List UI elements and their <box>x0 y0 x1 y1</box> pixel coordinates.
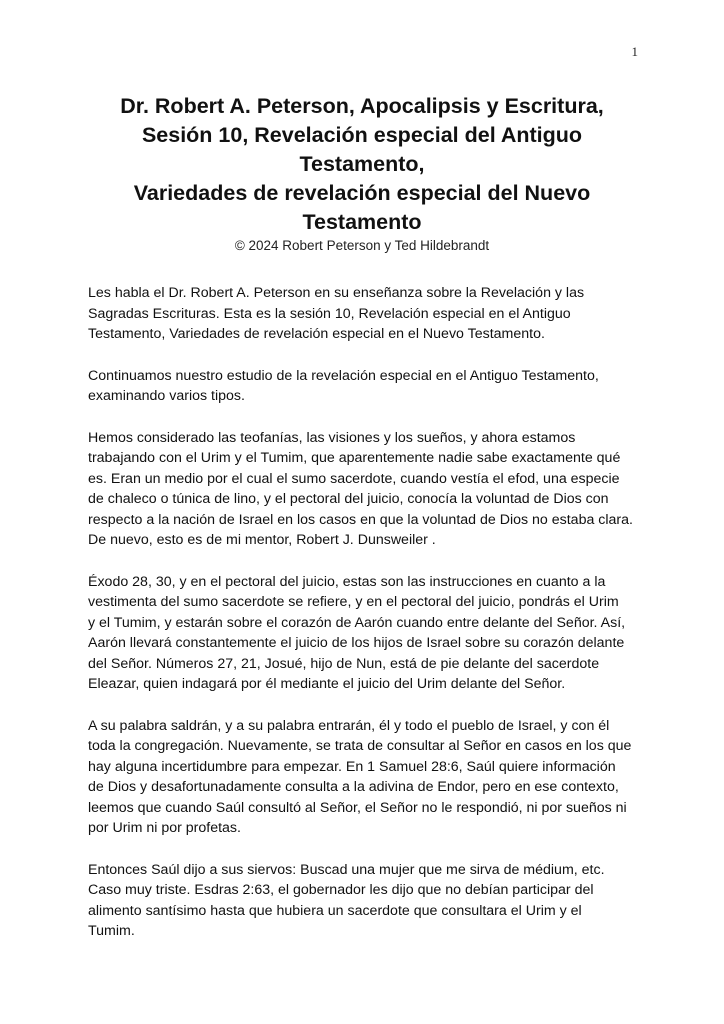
text-line: del Señor. Números 27, 21, Josué, hijo de Nun, está de pie delante del sacerdote <box>88 655 600 672</box>
text-line: Testamento, Variedades de revelación especial en el Nuevo Testamento. <box>88 326 545 342</box>
paragraph <box>88 860 648 942</box>
text-line: de Dios y desafortunadamente consulta a la adivina de Endor, pero en ese contexto, <box>88 779 619 795</box>
text-line: Hemos considerado las teofanías, las visiones y los sueños, y ahora estamos <box>88 429 576 446</box>
text-line: alimento santísimo hasta que hubiera un sacerdote que consultara el Urim y el <box>88 902 582 919</box>
text-line: Caso muy triste. Esdras 2:63, el gobernador les dijo que no debían participar del <box>88 882 594 898</box>
text-line: toda la congregación. Nuevamente, se trata de consultar al Señor en casos en los que <box>88 738 632 754</box>
text-line: examinando varios tipos. <box>88 388 245 404</box>
text-line: Continuamos nuestro estudio de la revelación especial en el Antiguo Testamento, <box>88 367 599 384</box>
text-line: y el Tumim, y estarán sobre el corazón de Aarón cuando entre delante del Señor. Así, <box>88 614 626 631</box>
text-line: respecto a la nación de Israel en los casos en que la voluntad de Dios no estaba clara. <box>88 511 633 528</box>
text-line: hay alguna incertidumbre para empezar. En 1 Samuel 28:6, Saúl quiere información <box>88 758 616 775</box>
text-line: Aarón llevará constantemente el juicio de los hijos de Israel sobre su corazón delante <box>88 635 625 651</box>
page-number: 1 <box>631 44 638 59</box>
paragraph <box>88 428 648 551</box>
text-line: A su palabra saldrán, y a su palabra entrarán, él y todo el pueblo de Israel, y con él <box>88 717 610 734</box>
title-line: Variedades de revelación especial del Nuevo <box>133 181 591 205</box>
text-line: De nuevo, esto es de mi mentor, Robert J. Dunsweiler . <box>88 532 436 548</box>
text-line: Éxodo 28, 30, y en el pectoral del juicio, estas son las instrucciones en cuanto a la <box>88 573 606 590</box>
text-line: Les habla el Dr. Robert A. Peterson en su enseñanza sobre la Revelación y las <box>88 285 585 301</box>
text-line: es. Eran un medio por el cual el sumo sacerdote, cuando vestía el efod, una especie <box>88 470 620 487</box>
text-line: por Urim ni por profetas. <box>88 820 241 836</box>
paragraph <box>88 366 648 407</box>
text-line: Sagradas Escrituras. Esta es la sesión 10, Revelación especial en el Antiguo <box>88 305 571 322</box>
body-text <box>88 283 648 963</box>
text-line: trabajando con el Urim y el Tumim, que aparentemente nadie sabe exactamente qué <box>88 450 621 466</box>
title-line: Testamento <box>302 210 422 234</box>
text-line: Entonces Saúl dijo a sus siervos: Buscad una mujer que me sirva de médium, etc. <box>88 861 605 878</box>
copyright-notice: © 2024 Robert Peterson y Ted Hildebrandt <box>234 238 490 253</box>
paragraph <box>88 716 648 839</box>
text-line: vestimenta del sumo sacerdote se refiere, y en el pectoral del juicio, pondrás el Urim <box>88 594 619 610</box>
text-line: de chaleco o túnica de lino, y el pectoral del juicio, conocía la voluntad de Dios con <box>88 491 609 507</box>
text-line: Tumim. <box>88 923 135 939</box>
title-line: Dr. Robert A. Peterson, Apocalipsis y Escritura, <box>120 94 604 118</box>
paragraph <box>88 283 648 345</box>
title-line: Testamento, <box>299 152 425 176</box>
text-line: leemos que cuando Saúl consultó al Señor, el Señor no le respondió, ni por sueños ni <box>88 799 627 816</box>
paragraph <box>88 572 648 695</box>
title-block <box>88 92 636 255</box>
title-line: Sesión 10, Revelación especial del Antiguo <box>141 123 583 147</box>
text-line: Eleazar, quien indagará por él mediante el juicio del Urim delante del Señor. <box>88 676 566 692</box>
